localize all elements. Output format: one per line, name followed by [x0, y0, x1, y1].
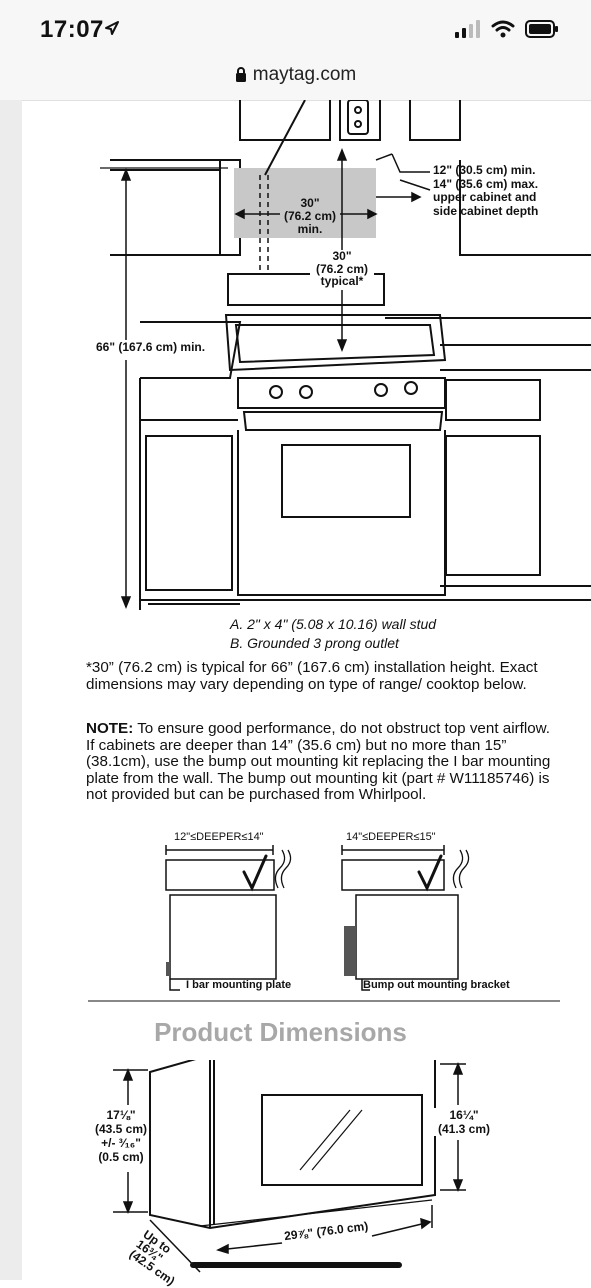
depth-right-title: 14"≤DEEPER≤15": [346, 831, 436, 843]
depth-left-title: 12"≤DEEPER≤14": [174, 831, 264, 843]
legend-a: A. 2" x 4" (5.08 x 10.16) wall stud: [230, 616, 437, 632]
status-bar: [0, 0, 591, 60]
height-typical-label: 30" (76.2 cm) typical*: [310, 250, 374, 288]
width-label: 29⅞" (76.0 cm): [283, 1218, 369, 1244]
note-label: NOTE:: [86, 720, 134, 737]
height-min-label: 66" (167.6 cm) min.: [96, 340, 206, 354]
side-clearance-label: 12" (30.5 cm) min. 14" (35.6 cm) max. upper cabinet and side cabinet depth: [433, 163, 539, 218]
depth-left-label: I bar mounting plate: [186, 979, 292, 991]
note-paragraph: [86, 721, 556, 804]
location-arrow-icon: [104, 20, 120, 36]
legend-b: B. Grounded 3 prong outlet: [230, 635, 399, 651]
home-indicator[interactable]: [190, 1262, 402, 1268]
url-bar[interactable]: [0, 60, 591, 101]
outlet-icon: [348, 100, 368, 134]
page-left-margin: [0, 100, 22, 1280]
range-illustration: [226, 274, 445, 595]
battery-icon: [525, 20, 559, 38]
url-text: maytag.com: [252, 64, 357, 85]
height-right-label: 16¼" (41.3 cm): [434, 1108, 494, 1136]
cellular-signal-icon: [455, 20, 481, 38]
note-text: To ensure good performance, do not obstruct top vent airflow. If cabinets are deeper than 14” (35.6 cm) but no more than 15” (38.1cm), use the bump out mounting kit replacing the I bar mounting plate from the wall. The bump out mounting kit (part # W11185746) is not provided but can be purchased from Whirlpool.: [86, 720, 551, 803]
lock-icon: [235, 67, 247, 82]
product-dimensions-title: Product Dimensions: [154, 1017, 407, 1047]
footnote: *30” (76.2 cm) is typical for 66” (167.6 cm) installation height. Exact dimensions may vary depending on type of range/ cooktop below.: [86, 659, 538, 693]
depth-right-label: Bump out mounting bracket: [363, 979, 510, 991]
url-display[interactable]: [0, 64, 591, 86]
microwave-dimensions-diagram: [22, 1060, 591, 1280]
page-content[interactable]: [22, 100, 591, 1288]
status-time: 17:07: [40, 16, 104, 43]
height-left-label: 17⅛" (43.5 cm) +/- ³⁄₁₆" (0.5 cm): [94, 1108, 148, 1164]
wifi-icon: [491, 20, 515, 38]
depth-label: Up to 16¾" (42.5 cm): [126, 1227, 178, 1288]
width-min-label: 30" (76.2 cm) min.: [280, 197, 340, 236]
